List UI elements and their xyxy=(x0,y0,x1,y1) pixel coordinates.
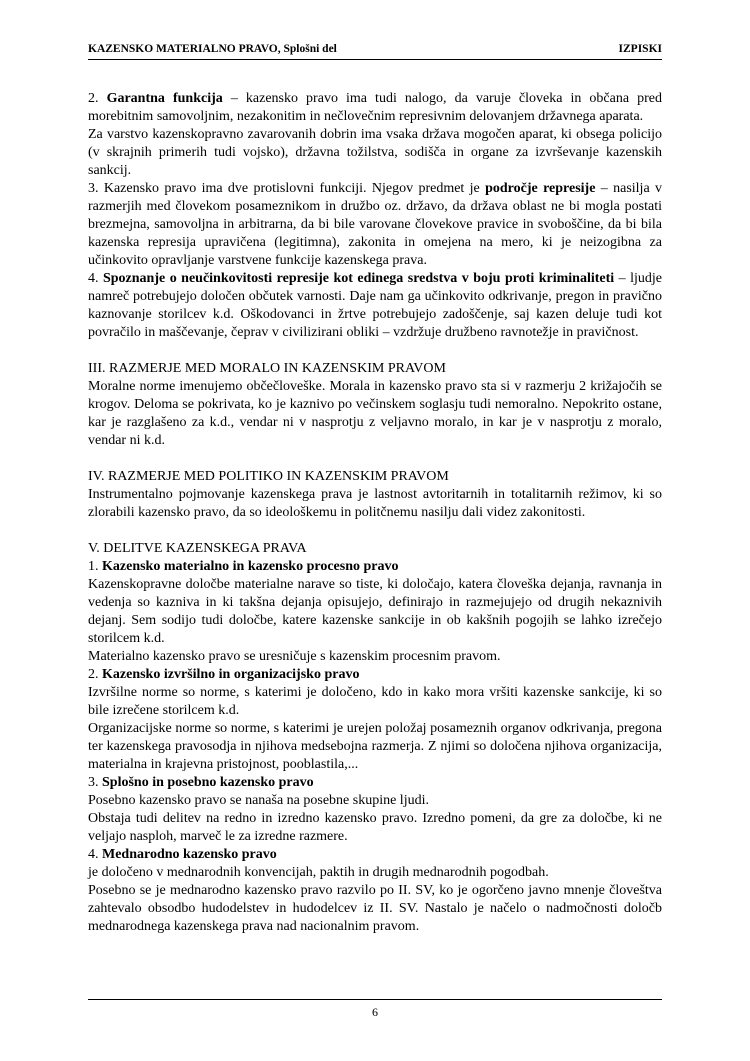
subsection-heading xyxy=(88,774,662,792)
bold-term: področje represije xyxy=(485,181,596,196)
subsection-title: Mednarodno kazensko pravo xyxy=(102,847,277,862)
paragraph-guarantee-function xyxy=(88,90,662,126)
item-number: 4. xyxy=(88,847,102,862)
paragraph-apparatus: Za varstvo kazenskopravno zavarovanih dobrin ima vsaka država mogočen aparat, ki obsega policijo (v skrajnih primerih tudi vojsko), državna tožilstva, sodišča in organe za izvrševanje kazenskih sankcij. xyxy=(88,127,662,178)
subsection-title: Kazensko materialno in kazensko procesno pravo xyxy=(102,559,399,574)
spacer xyxy=(88,342,662,360)
header-title: KAZENSKO MATERIALNO PRAVO, Splošni del xyxy=(88,43,337,55)
bold-term: Spoznanje o neučinkovitosti represije kot edinega sredstva v boju proti kriminaliteti xyxy=(102,271,615,286)
page-header xyxy=(88,41,662,60)
paragraph: Kazenskopravne določbe materialne narave so tiste, ki določajo, katera človeška dejanja, ravnanja in vedenja so kazniva in ki takšna dejanja opisujejo, definirajo in razmejujejo od drugih nekaznivih dejanj. Sem sodijo tudi določbe, katere kazenske sankcije in ob kakšnih pogojih se lahko izrečejo storilcem k.d. xyxy=(88,577,662,646)
paragraph-text: – kazensko pravo ima tudi nalogo, da varuje človeka in občana pred morebitnim samovoljnim, nezakonitim in nečlovečnim represivnim delovanjem državnega aparata. xyxy=(88,91,663,124)
subsection-title: Splošno in posebno kazensko pravo xyxy=(102,775,314,790)
header-label: IZPISKI xyxy=(618,43,662,55)
document-body xyxy=(88,90,662,936)
page-number: 6 xyxy=(372,1005,378,1019)
bold-term: Garantna funkcija xyxy=(106,91,223,106)
paragraph: je določeno v mednarodnih konvencijah, paktih in drugih mednarodnih pogodbah. xyxy=(88,865,549,880)
item-number: 2. xyxy=(88,91,107,106)
paragraph-text: 3. Kazensko pravo ima dve protislovni funkciji. Njegov predmet je xyxy=(88,181,486,196)
paragraph: Obstaja tudi delitev na redno in izredno kazensko pravo. Izredno pomeni, da gre za določbe, ki ne veljajo nasploh, marveč le za izredne razmere. xyxy=(88,811,662,844)
paragraph-text: – ljudje namreč potrebujejo določen občutek varnosti. Daje nam ga učinkovito odkrivanje, pregon in pravično kaznovanje storilcev k.d. Oškodovanci in žrtve potrebujejo zadoščenje, saj kazen deluje tudi kot povračilo in maščevanje, čeprav v civilizirani obliki – vzdržuje družbeno ravnotežje in pravičnost. xyxy=(88,271,662,340)
paragraph-text: – nasilja v razmerjih med človekom posameznikom in družbo oz. državo, da država oblast ne bi mogla postati brezmejna, samovoljna in arbitrarna, da bi bile varovane človekove pravice in svoboščine, da bi bila kazenska represija upravičena (legitimna), zakonita in omejena na mero, ki je neizogibna za učinkovito opravljanje varstvene funkcije kazenskega prava. xyxy=(88,181,663,268)
section-heading: IV. RAZMERJE MED POLITIKO IN KAZENSKIM PRAVOM xyxy=(88,469,449,484)
item-number: 1. xyxy=(88,559,102,574)
item-number: 4. xyxy=(88,271,103,286)
paragraph: Organizacijske norme so norme, s katerimi je urejen položaj posameznih organov odkrivanja, pregona ter kazenskega pravosodja in njihova medsebojna razmerja. Z njimi so določena njihova organizacija, materialna in krajevna pristojnost, pooblastila,... xyxy=(88,721,662,772)
item-number: 3. xyxy=(88,775,102,790)
section-text: Instrumentalno pojmovanje kazenskega prava je lastnost avtoritarnih in totalitarnih režimov, ki so zlorabili kazensko pravo, da so ideološkemu in politčnemu nasilju dali videz zakonitosti. xyxy=(88,487,662,520)
section-text: Moralne norme imenujemo občečloveške. Morala in kazensko pravo sta si v razmerju 2 križajočih se krogov. Deloma se pokrivata, ko je kaznivo po večinskem soglasju tudi nemoralno. Nepokrito ostane, kar je razglašeno za k.d., vendar ni v nasprotju z veljavno moralo, in kar je v nasprotju z moralo, vendar ni k.d. xyxy=(88,379,662,448)
paragraph: Materialno kazensko pravo se uresničuje s kazenskim procesnim pravom. xyxy=(88,649,501,664)
spacer xyxy=(88,522,662,540)
subsection-heading xyxy=(88,558,662,576)
footer-divider xyxy=(88,999,662,1000)
subsection-heading xyxy=(88,846,662,864)
subsection-title: Kazensko izvršilno in organizacijsko pravo xyxy=(102,667,360,682)
section-heading: V. DELITVE KAZENSKEGA PRAVA xyxy=(88,541,307,556)
paragraph-repression-ineffectiveness xyxy=(88,270,662,342)
section-heading: III. RAZMERJE MED MORALO IN KAZENSKIM PRAVOM xyxy=(88,361,446,376)
paragraph: Posebno se je mednarodno kazensko pravo razvilo po II. SV, ko je ogorčeno javno mnenje človeštva zahtevalo obsodbo hudodelstev in hudodelcev iz II. SV. Nastalo je načelo o nadmočnosti določb mednarodnega kazenskega prava nad nacionalnim pravom. xyxy=(88,883,662,934)
subsection-heading xyxy=(88,666,662,684)
paragraph: Posebno kazensko pravo se nanaša na posebne skupine ljudi. xyxy=(88,793,429,808)
item-number: 2. xyxy=(88,667,102,682)
paragraph: Izvršilne norme so norme, s katerimi je določeno, kdo in kako mora vršiti kazenske sankcije, ki so bile izrečene storilcem k.d. xyxy=(88,685,662,718)
paragraph-contradictory-functions xyxy=(88,180,662,270)
spacer xyxy=(88,450,662,468)
